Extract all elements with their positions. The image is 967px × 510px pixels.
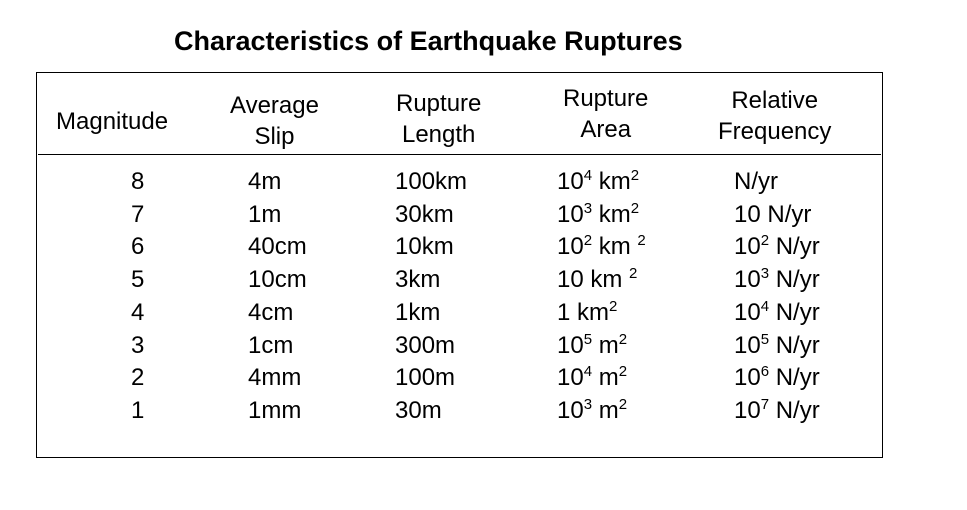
freq-text: 10 N/yr — [734, 200, 812, 228]
cell-length: 30km — [395, 200, 454, 228]
area-text: km — [592, 168, 631, 195]
cell-freq — [734, 201, 811, 229]
cell-magnitude: 5 — [131, 266, 145, 294]
header-length-line1: Rupture — [396, 90, 482, 117]
header-magnitude-line1: Magnitude — [56, 108, 169, 135]
cell-length: 300m — [395, 331, 456, 359]
cell-length: 3km — [395, 266, 441, 294]
freq-text: 10 — [734, 396, 761, 424]
cell-slip: 4mm — [248, 364, 302, 392]
header-average-slip — [230, 90, 319, 152]
area-text: km — [592, 233, 638, 261]
header-area-line1: Rupture — [563, 85, 649, 112]
area-superscript: 2 — [618, 395, 628, 413]
cell-freq — [734, 299, 820, 330]
cell-freq — [734, 332, 820, 363]
cell-area — [557, 299, 617, 330]
area-text: 10 — [557, 200, 584, 228]
area-superscript: 5 — [583, 330, 593, 348]
header-area-line2: Area — [580, 116, 632, 143]
freq-text: N/yr — [769, 266, 820, 294]
header-slip-line2: Slip — [254, 123, 295, 150]
area-text: 10 — [557, 364, 584, 392]
cell-magnitude: 2 — [131, 364, 145, 392]
area-text: m — [592, 331, 619, 359]
area-text: m — [592, 396, 619, 424]
area-text: 10 — [557, 233, 584, 261]
freq-superscript: 2 — [760, 232, 770, 250]
cell-area — [557, 168, 639, 199]
cell-freq — [734, 364, 820, 395]
area-superscript: 3 — [583, 199, 593, 217]
freq-text: 10 — [734, 298, 761, 326]
page-title: Characteristics of Earthquake Ruptures — [174, 26, 683, 56]
header-rupture-area — [563, 83, 648, 145]
freq-text: 10 — [734, 233, 761, 261]
area-superscript: 4 — [583, 167, 593, 184]
cell-length: 100km — [395, 168, 468, 195]
cell-length: 100m — [395, 364, 456, 392]
area-superscript: 2 — [618, 330, 628, 348]
area-text: 10 — [557, 331, 584, 359]
header-frequency-line2: Frequency — [718, 118, 832, 145]
header-magnitude — [56, 106, 168, 137]
cell-area — [557, 233, 646, 264]
cell-magnitude: 6 — [131, 233, 145, 261]
area-superscript: 2 — [618, 363, 628, 381]
header-relative-frequency — [718, 85, 831, 147]
header-rupture-length — [396, 88, 481, 150]
cell-slip: 1mm — [248, 396, 302, 424]
freq-text: N/yr — [769, 396, 820, 424]
cell-length: 1km — [395, 298, 441, 326]
header-frequency-line1: Relative — [731, 87, 819, 114]
cell-slip: 10cm — [248, 266, 307, 294]
freq-superscript: 3 — [760, 265, 770, 283]
area-superscript: 2 — [609, 297, 618, 315]
freq-superscript: 7 — [760, 395, 770, 413]
freq-text: N/yr — [769, 298, 820, 326]
freq-text: 10 — [734, 364, 761, 392]
freq-superscript: 5 — [760, 330, 770, 348]
freq-text: N/yr — [769, 233, 820, 261]
area-superscript: 2 — [630, 199, 640, 217]
cell-area — [557, 364, 627, 395]
area-text: 10 — [557, 168, 584, 195]
area-superscript: 3 — [583, 395, 593, 413]
cell-slip: 40cm — [248, 233, 307, 261]
cell-slip: 1cm — [248, 331, 294, 359]
cell-slip: 4cm — [248, 298, 294, 326]
cell-area — [557, 397, 627, 428]
area-text: m — [592, 364, 619, 392]
cell-magnitude: 3 — [131, 331, 145, 359]
header-divider — [38, 154, 881, 155]
cell-area — [557, 201, 639, 232]
area-superscript: 2 — [630, 167, 640, 184]
freq-text: N/yr — [769, 364, 820, 392]
cell-freq — [734, 266, 820, 297]
header-length-line2: Length — [401, 121, 476, 148]
cell-area — [557, 266, 637, 297]
area-superscript: 2 — [629, 265, 638, 283]
cell-area — [557, 332, 627, 363]
cell-length: 10km — [395, 233, 454, 261]
freq-text: 10 — [734, 331, 761, 359]
cell-magnitude: 4 — [131, 298, 145, 326]
freq-superscript: 6 — [760, 363, 770, 381]
cell-magnitude: 8 — [131, 168, 145, 195]
cell-slip: 1m — [248, 200, 282, 228]
area-superscript: 2 — [583, 232, 593, 250]
cell-length: 30m — [395, 396, 442, 424]
freq-text: N/yr — [734, 168, 778, 195]
area-text: 10 km — [557, 266, 630, 294]
header-slip-line1: Average — [230, 92, 319, 119]
cell-freq — [734, 397, 820, 428]
cell-slip: 4m — [248, 168, 282, 195]
area-text: km — [592, 200, 631, 228]
cell-magnitude: 1 — [131, 396, 145, 424]
freq-text: N/yr — [769, 331, 820, 359]
freq-superscript: 4 — [760, 297, 770, 315]
freq-text: 10 — [734, 266, 761, 294]
cell-freq — [734, 233, 820, 264]
area-text: 1 km — [557, 298, 610, 326]
area-superscript: 4 — [583, 363, 593, 381]
area-text: 10 — [557, 396, 584, 424]
cell-freq — [734, 168, 778, 196]
cell-magnitude: 7 — [131, 200, 145, 228]
area-superscript: 2 — [637, 232, 646, 250]
